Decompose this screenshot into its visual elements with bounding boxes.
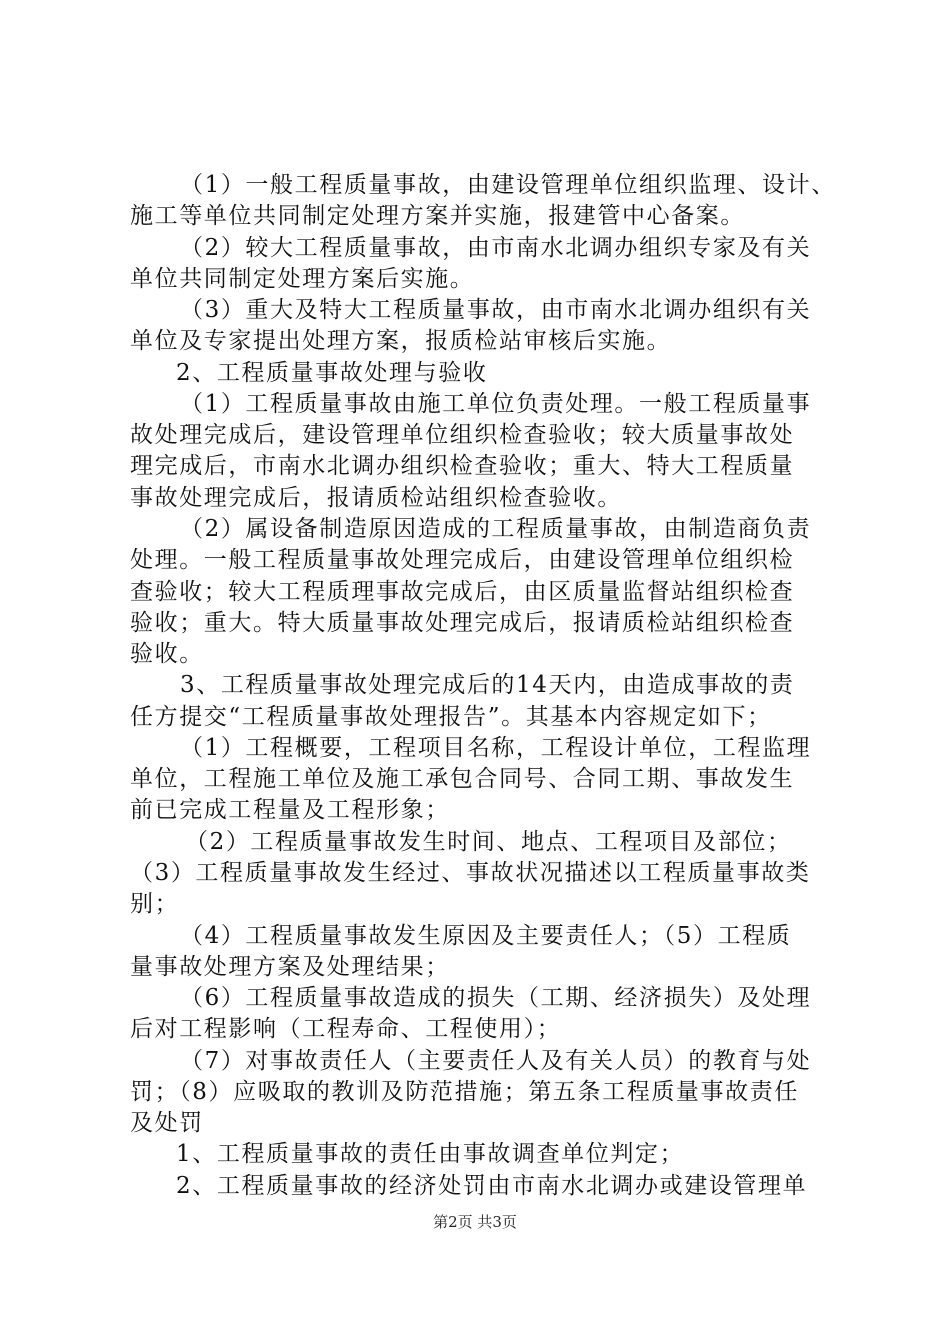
text-line: （2）较大工程质量事故，由市南水北调办组织专家及有关	[180, 235, 812, 261]
text-line: 罚；（8）应吸取的教训及防范措施；第五条工程质量事故责任	[130, 1079, 799, 1105]
text-line: 3、工程质量事故处理完成后的14天内，由造成事故的责	[180, 672, 795, 698]
text-line: 前已完成工程量及工程形象；	[130, 797, 450, 823]
section-heading: 2、工程质量事故处理与验收	[176, 360, 488, 386]
text-line: 量事故处理方案及处理结果；	[130, 954, 450, 980]
text-line: 后对工程影响（工程寿命、工程使用）；	[130, 1016, 562, 1042]
text-line: 验收。	[130, 641, 204, 667]
text-line: （1）一般工程质量事故，由建设管理单位组织监理、设计、	[180, 172, 836, 198]
text-line: 别；	[130, 891, 180, 917]
text-line: 单位共同制定处理方案后实施。	[130, 266, 475, 292]
text-line: （3）工程质量事故发生经过、事故状况描述以工程质量事故类	[130, 860, 811, 886]
text-line: （2）工程质量事故发生时间、地点、工程项目及部位；	[185, 829, 792, 855]
text-line: （7）对事故责任人（主要责任人及有关人员）的教育与处	[180, 1048, 812, 1074]
text-line: 查验收；较大工程质理事故完成后，由区质量监督站组织检查	[130, 579, 795, 605]
text-line: 处理。一般工程质量事故处理完成后，由建设管理单位组织检	[130, 547, 795, 573]
text-line: （2）属设备制造原因造成的工程质量事故，由制造商负责	[180, 516, 812, 542]
text-line: 故处理完成后，建设管理单位组织检查验收；较大质量事故处	[130, 422, 795, 448]
text-line: 理完成后，市南水北调办组织检查验收；重大、特大工程质量	[130, 453, 795, 479]
text-line: 验收；重大。特大质量事故处理完成后，报请质检站组织检查	[130, 610, 795, 636]
text-line: （3）重大及特大工程质量事故，由市南水北调办组织有关	[180, 297, 812, 323]
text-line: （1）工程质量事故由施工单位负责处理。一般工程质量事	[180, 391, 812, 417]
text-line: 任方提交“工程质量事故处理报告”。其基本内容规定如下；	[130, 704, 772, 730]
page-number-footer: 第2页 共3页	[433, 1213, 517, 1231]
text-line: 1、工程质量事故的责任由事故调查单位判定；	[176, 1141, 685, 1167]
text-line: 施工等单位共同制定处理方案并实施，报建管中心备案。	[130, 203, 745, 229]
text-line: 2、工程质量事故的经济处罚由市南水北调办或建设管理单	[176, 1173, 808, 1199]
text-line: 事故处理完成后，报请质检站组织检查验收。	[130, 485, 622, 511]
text-line: 单位及专家提出处理方案，报质检站审核后实施。	[130, 328, 672, 354]
text-line: （6）工程质量事故造成的损失（工期、经济损失）及处理	[180, 985, 812, 1011]
text-line: 单位，工程施工单位及施工承包合同号、合同工期、事故发生	[130, 766, 795, 792]
text-line: （4）工程质量事故发生原因及主要责任人；（5）工程质	[180, 923, 792, 949]
text-line: （1）工程概要，工程项目名称，工程设计单位，工程监理	[180, 735, 812, 761]
text-line: 及处罚	[130, 1110, 204, 1136]
